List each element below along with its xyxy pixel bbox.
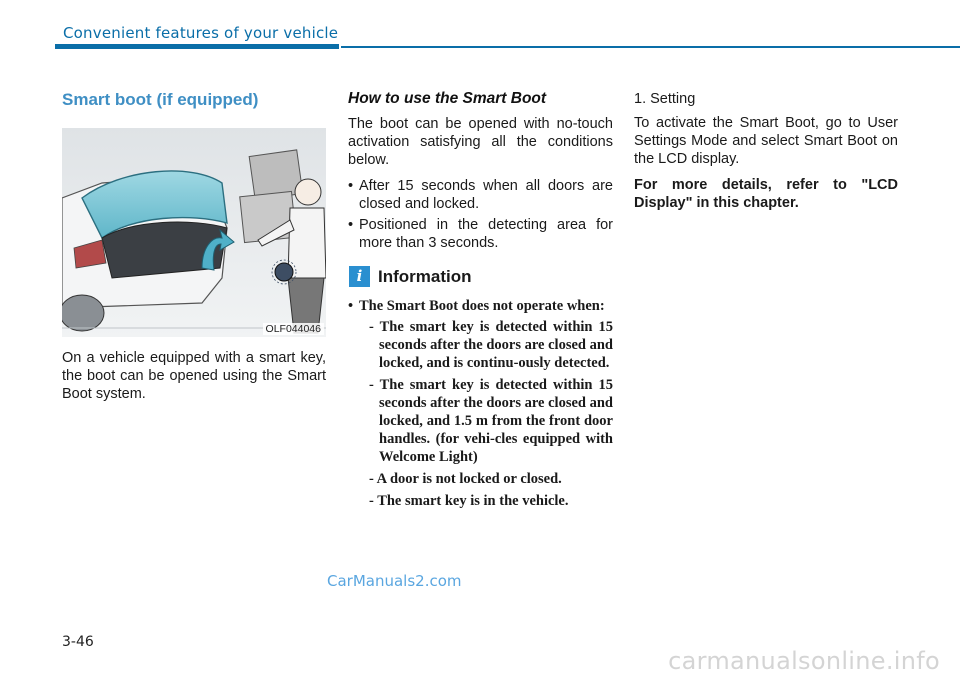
footer-watermark: carmanualsonline.info (668, 647, 940, 675)
section-title: Smart boot (if equipped) (62, 90, 259, 109)
watermark-link[interactable]: CarManuals2.com (327, 572, 462, 590)
column-left (62, 90, 326, 403)
car-boot-person-image (62, 128, 326, 337)
information-item: - The smart key is detected within 15 seconds after the doors are closed and locked, and is continu-ously detected. (369, 319, 613, 371)
header-title: Convenient features of your vehicle (63, 24, 339, 42)
figure-caption: On a vehicle equipped with a smart key, the boot can be opened using the Smart Boot system. (62, 350, 326, 402)
setting-heading: 1. Setting (634, 91, 696, 107)
how-to-bullet: • Positioned in the detecting area for more than 3 seconds. (348, 216, 613, 252)
setting-text: To activate the Smart Boot, go to User Settings Mode and select Smart Boot on the LCD display. (634, 115, 898, 167)
information-header (348, 266, 613, 287)
how-to-bullet: • After 15 seconds when all doors are closed and locked. (348, 177, 613, 213)
information-item: - The smart key is detected within 15 seconds after the doors are closed and locked, and 1.5 m from the front door handles. (for vehi-cles equipped with Welcome Light) (369, 377, 613, 465)
smart-boot-illustration (62, 128, 326, 337)
header-rule-thin (341, 46, 960, 48)
information-item: - The smart key is in the vehicle. (369, 493, 569, 509)
header-rule (55, 44, 339, 49)
column-middle (348, 90, 613, 514)
information-bullet: • The Smart Boot does not operate when: (348, 297, 613, 315)
page-number: 3-46 (62, 634, 94, 650)
info-icon: i (349, 266, 370, 287)
how-to-title: How to use the Smart Boot (348, 90, 547, 107)
setting-reference: For more details, refer to "LCD Display" in this chapter. (634, 177, 898, 211)
information-item: - A door is not locked or closed. (369, 471, 562, 487)
information-title: Information (378, 266, 472, 286)
how-to-intro: The boot can be opened with no-touch activation satisfying all the conditions below. (348, 116, 613, 168)
column-right (634, 90, 898, 212)
figure-code: OLF044046 (263, 323, 324, 335)
